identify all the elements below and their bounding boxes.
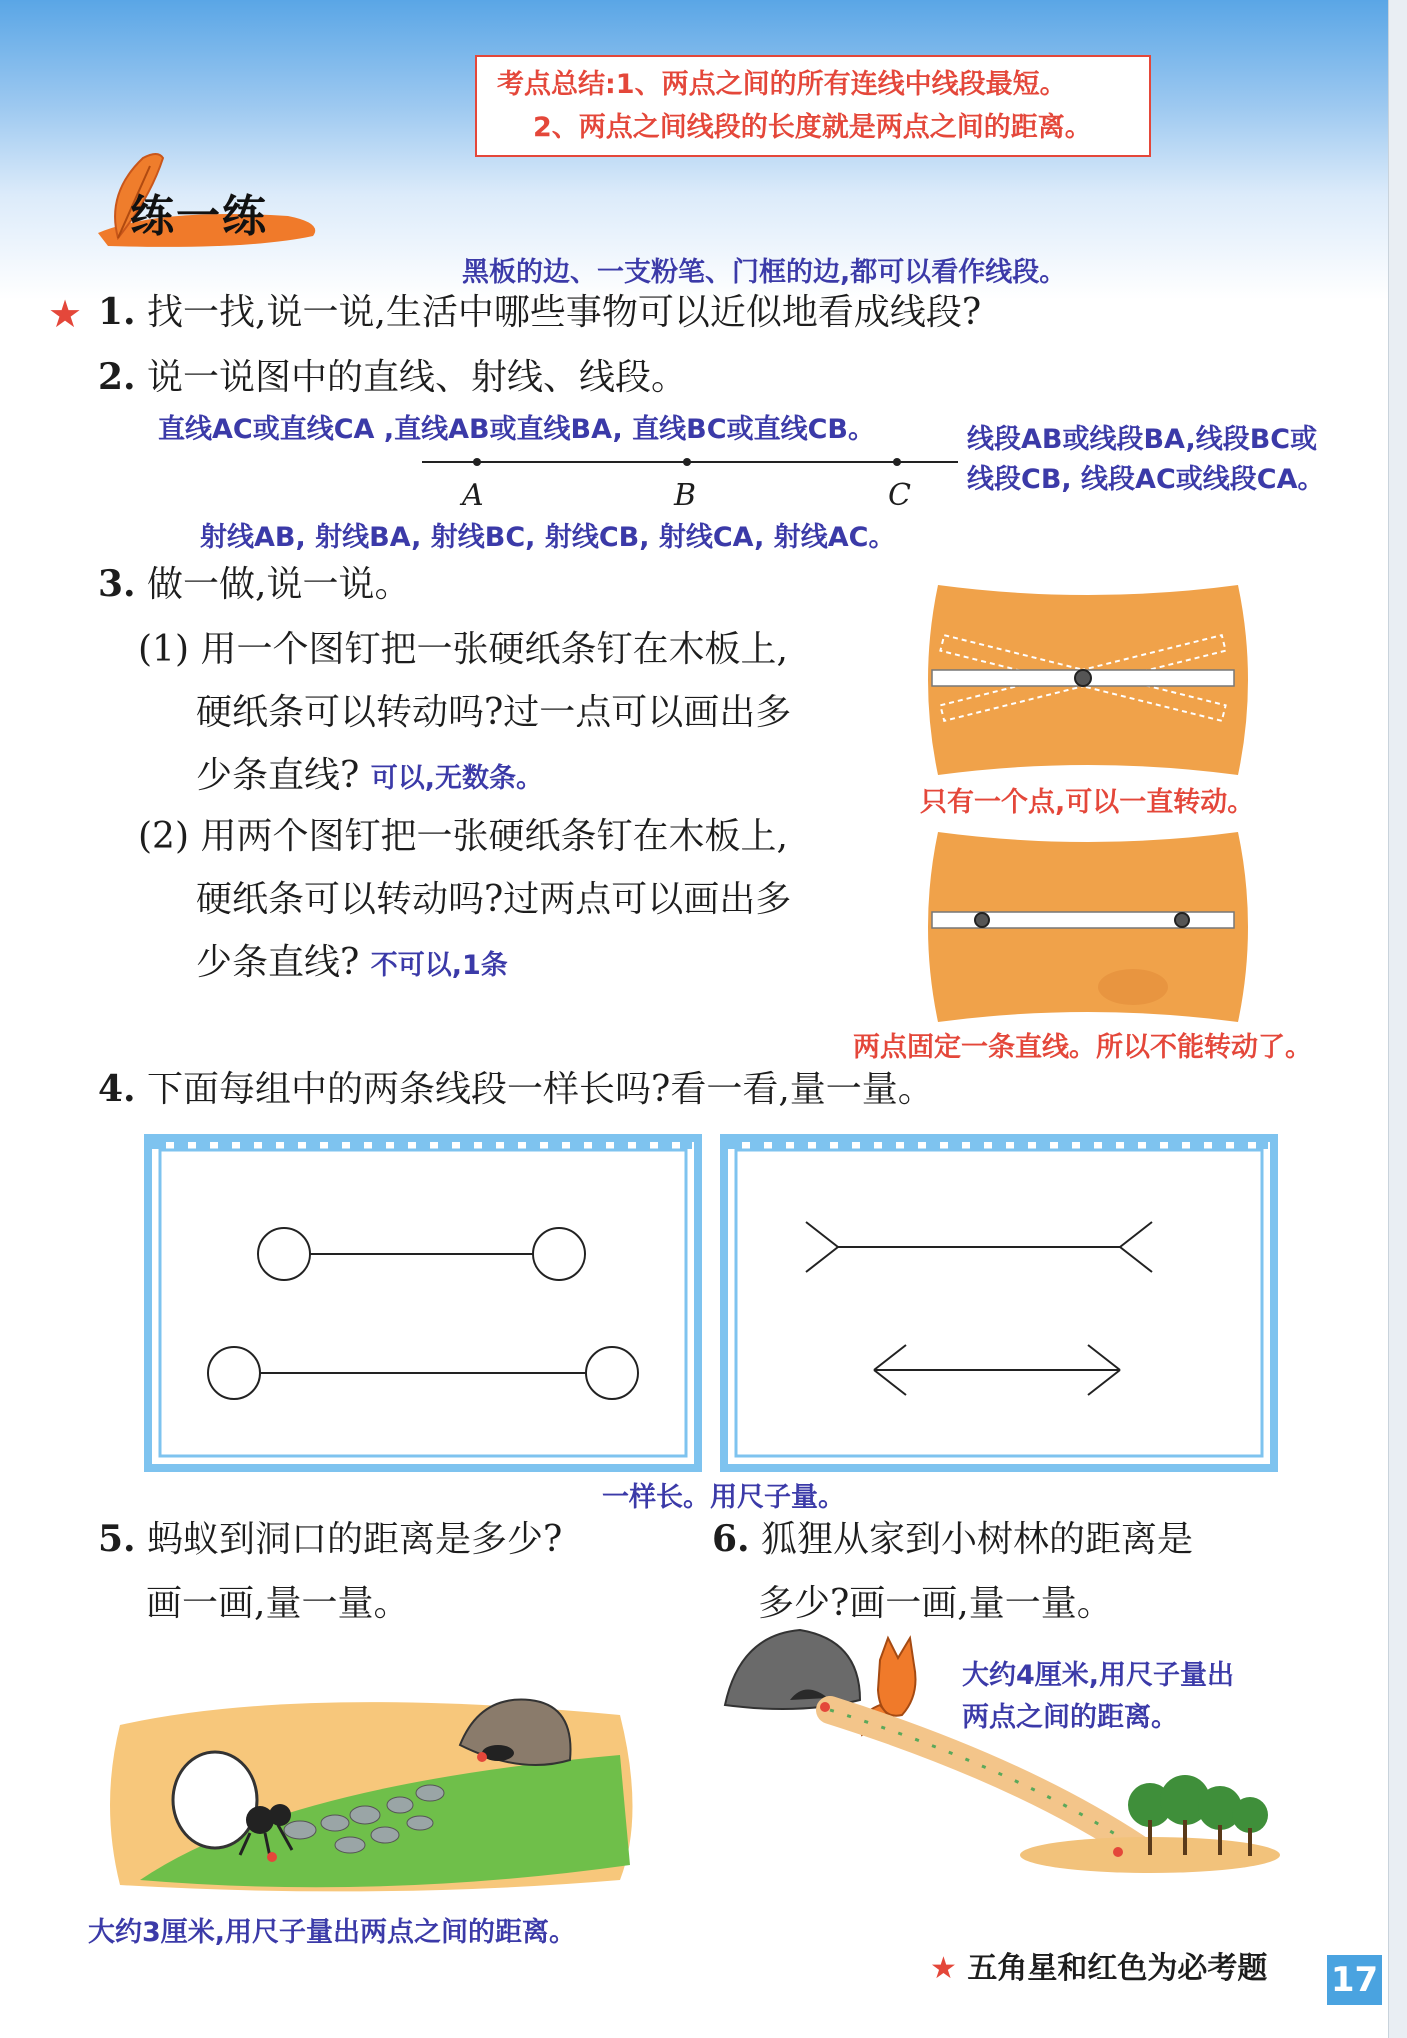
q5-line-1: 蚂蚁到洞口的距离是多少? [147,1519,563,1560]
fox-den-icon [725,1630,860,1709]
page-edge [1388,0,1407,2038]
q6-answer-line-1: 大约4厘米,用尺子量出 [962,1660,1235,1691]
q6-number: 6. [712,1518,750,1560]
point-b-label: B [674,478,697,513]
page-number: 17 [1327,1955,1382,2005]
board-two-pins [918,822,1258,1032]
summary-line-2: 2、两点之间线段的长度就是两点之间的距离。 [533,112,1092,143]
q3-p2-line-1: (2) 用两个图钉把一张硬纸条钉在木板上, [138,816,788,857]
den-point-icon [820,1702,830,1712]
illusion-frame-arrows [720,1130,1280,1475]
q6-answer [962,1655,1234,1739]
q3-p1-line-3: 少条直线? [196,755,360,796]
pin-icon [975,913,989,927]
forest-point-icon [1113,1847,1123,1857]
q4-question [98,1065,934,1114]
q5-line-2: 画一画,量一量。 [146,1583,410,1624]
summary-box [475,55,1151,157]
footer-star-icon: ★ [930,1951,957,1986]
q5-question [98,1507,562,1636]
pin-icon [1075,670,1091,686]
point-a [473,458,481,466]
q1-number: 1. [98,291,136,333]
ant-point-icon [267,1852,277,1862]
q6-line-2: 多少?画一画,量一量。 [758,1583,1113,1624]
summary-line-1: 考点总结:1、两点之间的所有连线中线段最短。 [497,69,1067,100]
q3-question [98,560,411,609]
star-icon: ★ [48,292,83,336]
q2-number: 2. [98,356,136,398]
q3-p2-answer: 不可以,1条 [370,950,508,981]
q5-answer: 大约3厘米,用尺子量出两点之间的距离。 [88,1917,577,1948]
q3-p1-line-1: (1) 用一个图钉把一张硬纸条钉在木板上, [138,629,788,670]
q6-answer-line-2: 两点之间的距离。 [962,1702,1178,1733]
point-a-label: A [462,478,484,513]
illusion-frame-circles [144,1130,704,1475]
q1-answer: 黑板的边、一支粉笔、门框的边,都可以看作线段。 [462,257,1067,288]
q2-text: 说一说图中的直线、射线、线段。 [147,357,688,398]
q3-p2-line-3: 少条直线? [196,942,360,983]
q3-p1-line-2: 硬纸条可以转动吗?过一点可以画出多 [196,692,792,733]
q3-part-2 [138,805,791,997]
q3-p2-line-2: 硬纸条可以转动吗?过两点可以画出多 [196,879,792,920]
q2-answer-segments-line-2: 线段CB, 线段AC或线段CA。 [967,464,1325,495]
q3-p1-answer: 可以,无数条。 [370,763,544,794]
q2-answer-segments [967,420,1324,500]
q2-question [98,353,687,402]
pin-icon [1175,913,1189,927]
q6-question [712,1507,1193,1636]
q2-answer-segments-line-1: 线段AB或线段BA,线段BC或 [967,424,1318,455]
q2-answer-rays: 射线AB, 射线BA, 射线BC, 射线CB, 射线CA, 射线AC。 [200,522,896,553]
q3-p1-line-3-wrap [138,744,791,810]
q2-answer-lines: 直线AC或直线CA ,直线AB或直线BA, 直线BC或直线CB。 [158,414,875,445]
q1-question [98,288,981,337]
q6-line-1: 狐狸从家到小树林的距离是 [761,1519,1194,1560]
q3-p2-line-3-wrap [138,931,791,997]
q4-text: 下面每组中的两条线段一样长吗?看一看,量一量。 [147,1069,934,1110]
q3-p1-note: 只有一个点,可以一直转动。 [920,787,1255,818]
q1-text: 找一找,说一说,生活中哪些事物可以近似地看成线段? [147,292,982,333]
q3-p2-note: 两点固定一条直线。所以不能转动了。 [853,1032,1312,1063]
point-b [683,458,691,466]
footer-note-wrap [930,1943,1267,1987]
board-one-pin [918,575,1258,785]
q3-part-1 [138,618,791,810]
section-title: 练一练 [130,191,268,242]
footer-note: 五角星和红色为必考题 [967,1951,1268,1986]
ant-scene [100,1665,645,1895]
hole-point-icon [477,1752,487,1762]
q5-number: 5. [98,1518,136,1560]
q3-number: 3. [98,563,136,605]
point-c [893,458,901,466]
q3-text: 做一做,说一说。 [147,564,411,605]
point-c-label: C [888,478,911,513]
q4-answer: 一样长。用尺子量。 [602,1482,845,1513]
q4-number: 4. [98,1068,136,1110]
